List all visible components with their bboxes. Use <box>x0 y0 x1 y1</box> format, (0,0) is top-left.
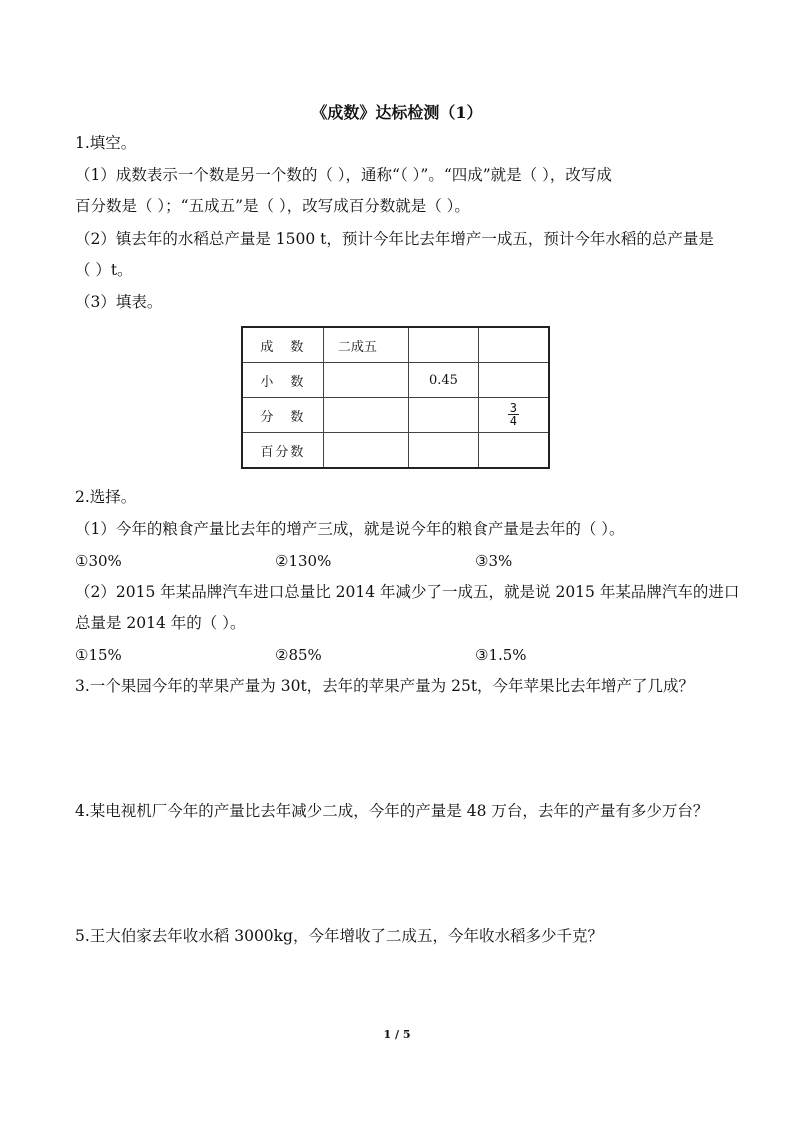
q1-part2-line2: （ ）t。 <box>75 261 133 279</box>
row-header-chengshu: 成 数 <box>242 327 323 363</box>
q5-text: 5.王大伯家去年收水稻 3000kg，今年增收了二成五，今年收水稻多少千克？ <box>75 927 603 945</box>
table-cell <box>323 363 408 398</box>
fraction <box>508 402 519 427</box>
q1-part2-line1: （2）镇去年的水稻总产量是 1500 t，预计今年比去年增产一成五，预计今年水稻的总产量是 <box>75 230 714 248</box>
table-row <box>242 433 549 469</box>
q4-text: 4.某电视机厂今年的产量比去年减少二成，今年的产量是 48 万台，去年的产量有多少万台？ <box>75 802 709 820</box>
q2-part1-option-2: ②130% <box>275 552 332 570</box>
table-cell <box>409 398 479 433</box>
table-cell <box>478 398 549 433</box>
table-cell <box>478 327 549 363</box>
q1-heading: 1.填空。 <box>75 134 137 152</box>
q2-part2-option-3: ③1.5% <box>475 646 527 664</box>
q2-part2-line2: 总量是 2014 年的（ ）。 <box>75 614 246 632</box>
q1-part1-line2: 百分数是（ ）；“五成五”是（ ），改写成百分数就是（ ）。 <box>75 197 470 215</box>
q2-part2-option-1: ①15% <box>75 646 122 664</box>
q2-part2-line1: （2）2015 年某品牌汽车进口总量比 2014 年减少了一成五，就是说 2015 年某品牌汽车的进口 <box>75 583 740 601</box>
q2-part1: （1）今年的粮食产量比去年的增产三成，就是说今年的粮食产量是去年的（ ）。 <box>75 520 625 538</box>
table-row <box>242 398 549 433</box>
table-cell <box>478 433 549 469</box>
conversion-table <box>241 326 550 469</box>
q1-part3: （3）填表。 <box>75 293 163 311</box>
table-row <box>242 363 549 398</box>
table-cell <box>323 398 408 433</box>
row-header-xiaoshu: 小 数 <box>242 363 323 398</box>
q2-heading: 2.选择。 <box>75 488 137 506</box>
table-cell <box>409 433 479 469</box>
page-title: 《成数》达标检测（1） <box>311 103 483 122</box>
fraction-denominator: 4 <box>509 413 517 428</box>
q1-part1-line1: （1）成数表示一个数是另一个数的（ ），通称“（ ）”。“四成”就是（ ），改写成 <box>75 166 612 184</box>
page-number: 1 / 5 <box>383 1028 411 1041</box>
table-cell <box>323 433 408 469</box>
table-cell <box>478 363 549 398</box>
q3-text: 3.一个果园今年的苹果产量为 30t，去年的苹果产量为 25t，今年苹果比去年增产了几成？ <box>75 677 695 695</box>
table-cell: 0.45 <box>409 363 479 398</box>
fraction-numerator: 3 <box>509 400 517 415</box>
table-cell: 二成五 <box>323 327 408 363</box>
q2-part1-option-1: ①30% <box>75 552 122 570</box>
table-cell <box>409 327 479 363</box>
q2-part1-option-3: ③3% <box>475 552 513 570</box>
row-header-baifenshu: 百分数 <box>242 433 323 469</box>
row-header-fenshu: 分 数 <box>242 398 323 433</box>
q2-part2-option-2: ②85% <box>275 646 322 664</box>
table-row <box>242 327 549 363</box>
